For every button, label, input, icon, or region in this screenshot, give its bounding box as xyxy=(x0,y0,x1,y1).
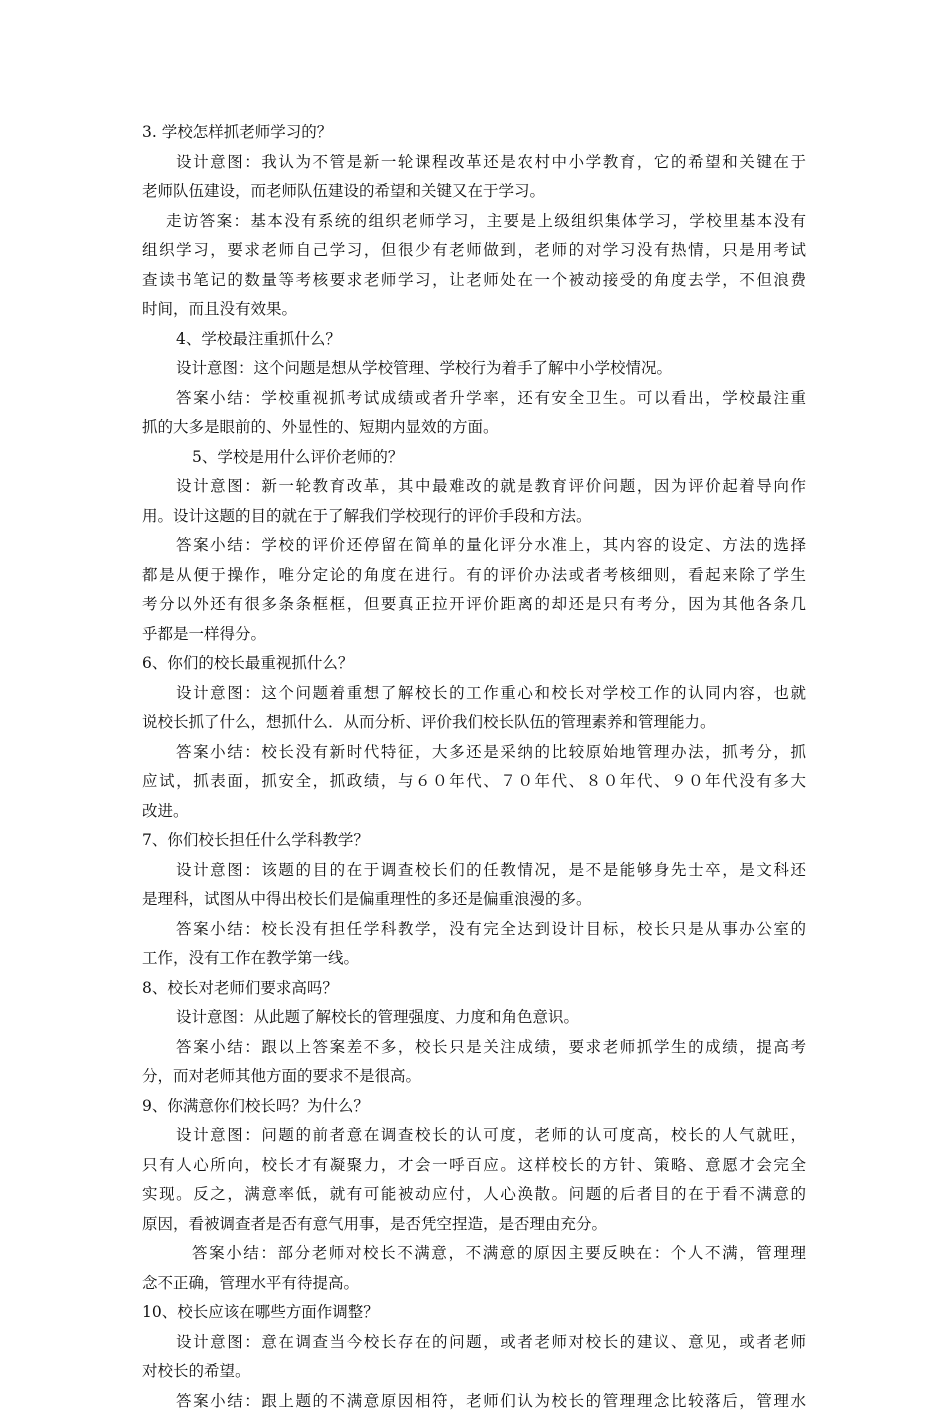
text-line: 工作，没有工作在教学第一线。 xyxy=(142,944,806,974)
text-line: 答案小结：校长没有担任学科教学，没有完全达到设计目标，校长只是从事办公室的 xyxy=(142,915,806,945)
text-line: 念不正确，管理水平有待提高。 xyxy=(142,1269,806,1299)
text-line: 3. 学校怎样抓老师学习的？ xyxy=(142,118,806,148)
text-line: 分，而对老师其他方面的要求不是很高。 xyxy=(142,1062,806,1092)
text-line: 设计意图：意在调查当今校长存在的问题，或者老师对校长的建议、意见，或者老师 xyxy=(142,1328,806,1358)
text-line: 抓的大多是眼前的、外显性的、短期内显效的方面。 xyxy=(142,413,806,443)
text-line: 设计意图：从此题了解校长的管理强度、力度和角色意识。 xyxy=(142,1003,806,1033)
text-line: 时间，而且没有效果。 xyxy=(142,295,806,325)
text-line: 设计意图：新一轮教育改革，其中最难改的就是教育评价问题，因为评价起着导向作 xyxy=(142,472,806,502)
text-line: 乎都是一样得分。 xyxy=(142,620,806,650)
text-line: 设计意图：这个问题是想从学校管理、学校行为着手了解中小学校情况。 xyxy=(142,354,806,384)
text-line: 6、你们的校长最重视抓什么？ xyxy=(142,649,806,679)
text-line: 设计意图：该题的目的在于调查校长们的任教情况，是不是能够身先士卒，是文科还 xyxy=(142,856,806,886)
text-line: 用。设计这题的目的就在于了解我们学校现行的评价手段和方法。 xyxy=(142,502,806,532)
text-line: 原因，看被调查者是否有意气用事，是否凭空捏造，是否理由充分。 xyxy=(142,1210,806,1240)
text-line: 10、校长应该在哪些方面作调整？ xyxy=(142,1298,806,1328)
text-line: 都是从便于操作，唯分定论的角度在进行。有的评价办法或者考核细则，看起来除了学生 xyxy=(142,561,806,591)
text-line: 组织学习，要求老师自己学习，但很少有老师做到，老师的对学习没有热情，只是用考试 xyxy=(142,236,806,266)
text-line: 考分以外还有很多条条框框，但要真正拉开评价距离的却还是只有考分，因为其他各条几 xyxy=(142,590,806,620)
text-line: 只有人心所向，校长才有凝聚力，才会一呼百应。这样校长的方针、策略、意愿才会完全 xyxy=(142,1151,806,1181)
text-line: 4、学校最注重抓什么？ xyxy=(142,325,806,355)
text-line: 设计意图：问题的前者意在调查校长的认可度，老师的认可度高，校长的人气就旺， xyxy=(142,1121,806,1151)
text-line: 7、你们校长担任什么学科教学？ xyxy=(142,826,806,856)
text-line: 对校长的希望。 xyxy=(142,1357,806,1387)
text-line: 答案小结：跟以上答案差不多，校长只是关注成绩，要求老师抓学生的成绩，提高考 xyxy=(142,1033,806,1063)
text-line: 走访答案：基本没有系统的组织老师学习，主要是上级组织集体学习，学校里基本没有 xyxy=(142,207,806,237)
document-body xyxy=(142,118,806,1416)
text-line: 答案小结：部分老师对校长不满意，不满意的原因主要反映在：个人不满，管理理 xyxy=(142,1239,806,1269)
text-line: 老师队伍建设，而老师队伍建设的希望和关键又在于学习。 xyxy=(142,177,806,207)
text-line: 改进。 xyxy=(142,797,806,827)
text-line: 设计意图：这个问题着重想了解校长的工作重心和校长对学校工作的认同内容，也就 xyxy=(142,679,806,709)
text-line: 查读书笔记的数量等考核要求老师学习，让老师处在一个被动接受的角度去学，不但浪费 xyxy=(142,266,806,296)
text-line: 5、学校是用什么评价老师的？ xyxy=(142,443,806,473)
text-line: 实现。反之，满意率低，就有可能被动应付，人心涣散。问题的后者目的在于看不满意的 xyxy=(142,1180,806,1210)
text-line: 是理科，试图从中得出校长们是偏重理性的多还是偏重浪漫的多。 xyxy=(142,885,806,915)
text-line: 答案小结：跟上题的不满意原因相符，老师们认为校长的管理理念比较落后，管理水 xyxy=(142,1387,806,1416)
text-line: 说校长抓了什么，想抓什么．从而分析、评价我们校长队伍的管理素养和管理能力。 xyxy=(142,708,806,738)
text-line: 8、校长对老师们要求高吗？ xyxy=(142,974,806,1004)
text-line: 答案小结：学校的评价还停留在简单的量化评分水准上，其内容的设定、方法的选择 xyxy=(142,531,806,561)
text-line: 应试，抓表面，抓安全，抓政绩，与６０年代、７０年代、８０年代、９０年代没有多大 xyxy=(142,767,806,797)
text-line: 答案小结：校长没有新时代特征，大多还是采纳的比较原始地管理办法，抓考分，抓 xyxy=(142,738,806,768)
text-line: 9、你满意你们校长吗？为什么？ xyxy=(142,1092,806,1122)
text-line: 答案小结：学校重视抓考试成绩或者升学率，还有安全卫生。可以看出，学校最注重 xyxy=(142,384,806,414)
text-line: 设计意图：我认为不管是新一轮课程改革还是农村中小学教育，它的希望和关键在于 xyxy=(142,148,806,178)
